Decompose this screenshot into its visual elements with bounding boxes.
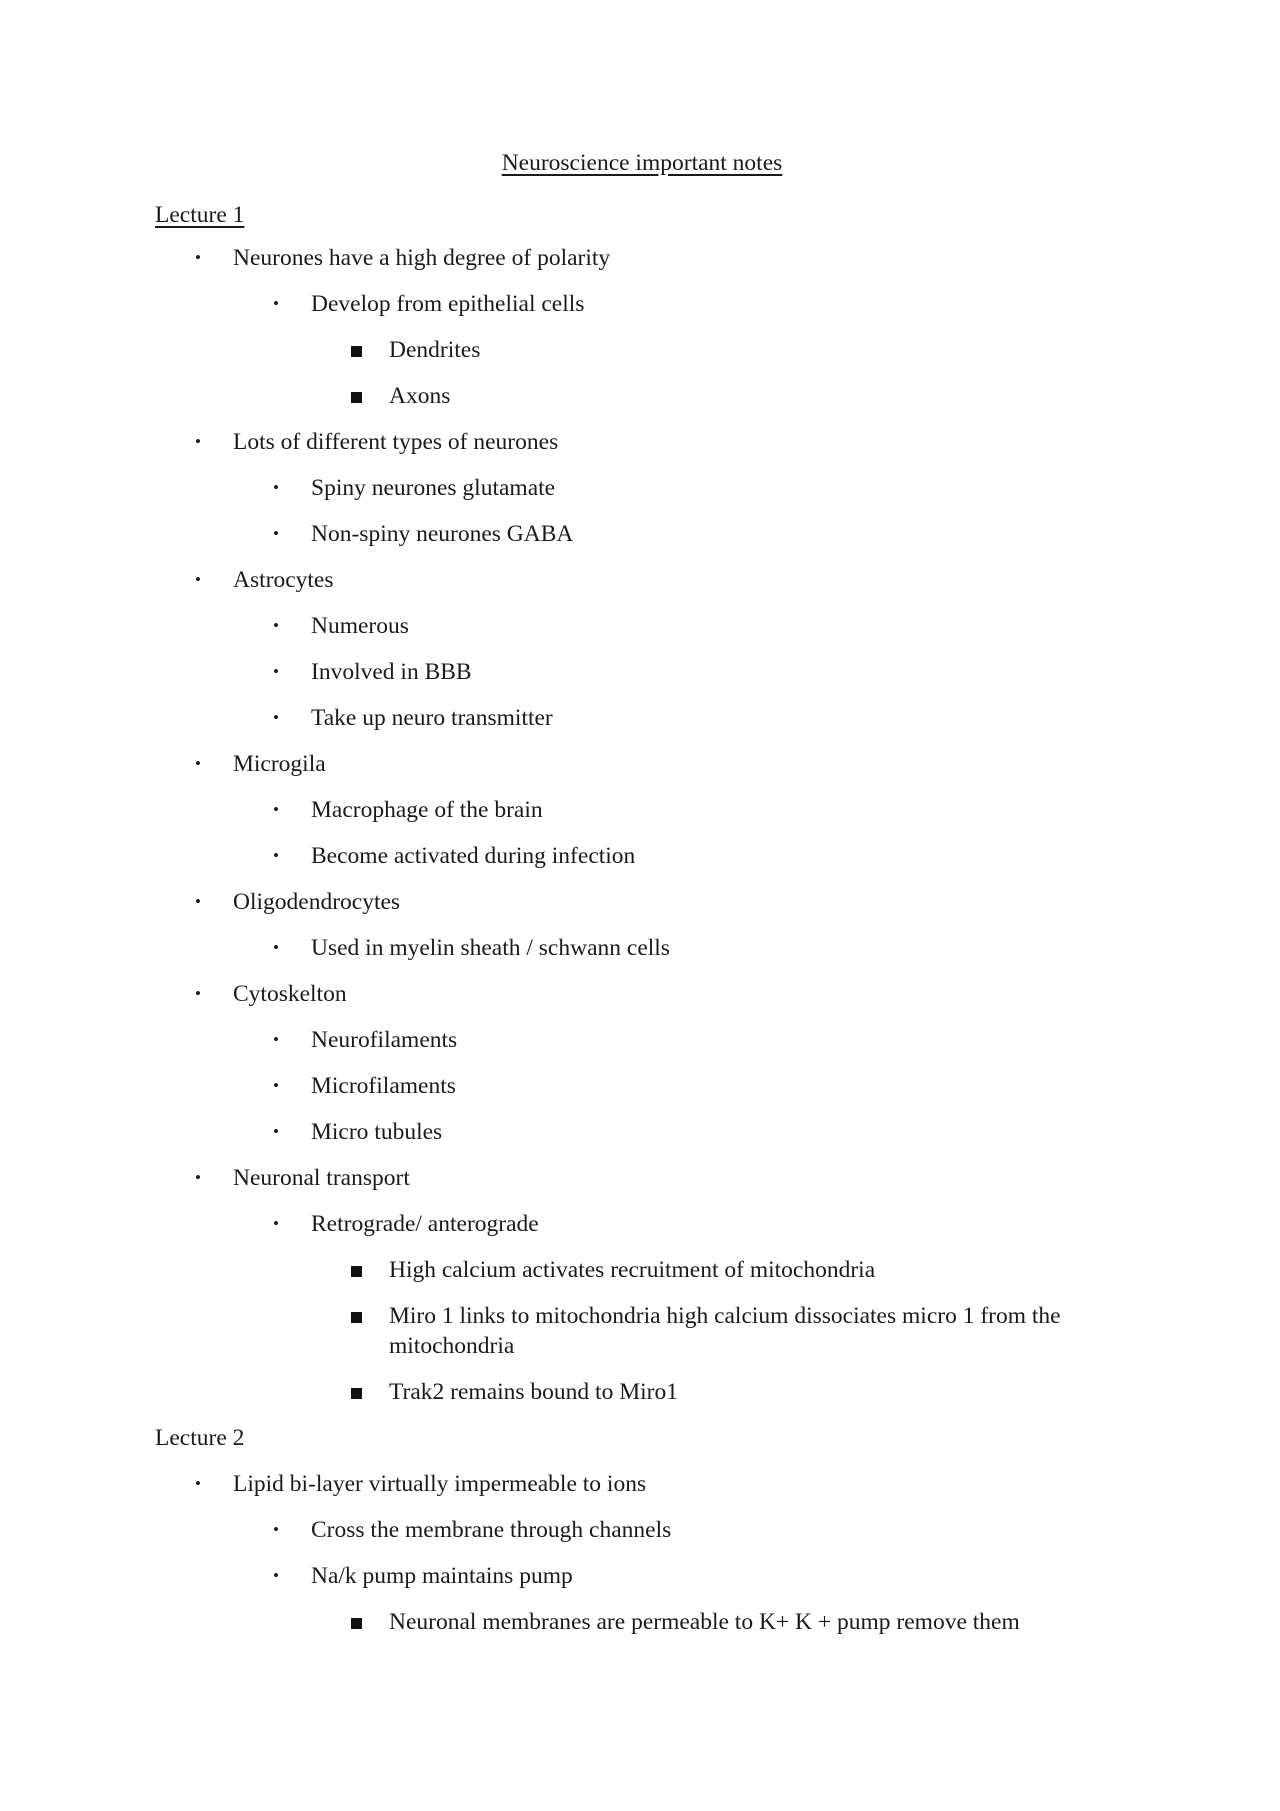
lecture-1-heading: Lecture 1 [155,202,245,228]
list-item: Neuronal membranes are permeable to K+ K + pump remove them [389,1607,1020,1637]
bullet-icon: • [273,1076,279,1095]
bullet-icon: • [195,984,201,1003]
square-bullet-icon [351,1388,362,1399]
bullet-icon: • [195,1168,201,1187]
list-item: • Neurones have a high degree of polarity [195,245,611,271]
bullet-icon: • [195,892,201,911]
square-bullet-icon [351,346,362,357]
list-item: • Microfilaments [273,1073,456,1099]
list-item: • Cytoskelton [195,981,347,1007]
lecture-2-heading: Lecture 2 [155,1425,245,1451]
square-bullet-icon [351,1312,362,1323]
list-item: • Retrograde/ anterograde [273,1211,539,1237]
bullet-icon: • [273,1520,279,1539]
list-item: • Lots of different types of neurones [195,429,559,455]
bullet-icon: • [273,846,279,865]
list-item: • Develop from epithelial cells [273,291,585,317]
list-item: • Cross the membrane through channels [273,1517,672,1543]
bullet-icon: • [273,1566,279,1585]
bullet-icon: • [273,524,279,543]
list-item: High calcium activates recruitment of mitochondria [389,1255,875,1285]
list-item: • Non-spiny neurones GABA [273,521,574,547]
square-bullet-icon [351,392,362,403]
bullet-icon: • [195,432,201,451]
bullet-icon: • [273,1030,279,1049]
bullet-icon: • [195,570,201,589]
list-item: • Numerous [273,613,409,639]
list-item: • Become activated during infection [273,843,636,869]
bullet-icon: • [273,800,279,819]
list-item: • Spiny neurones glutamate [273,475,556,501]
bullet-icon: • [273,1122,279,1141]
bullet-icon: • [273,478,279,497]
bullet-icon: • [273,1214,279,1233]
bullet-icon: • [273,616,279,635]
list-item: • Involved in BBB [273,659,472,685]
list-item: • Astrocytes [195,567,334,593]
bullet-icon: • [273,294,279,313]
bullet-icon: • [195,754,201,773]
list-item: • Used in myelin sheath / schwann cells [273,935,670,961]
square-bullet-icon [351,1266,362,1277]
list-item: • Na/k pump maintains pump [273,1563,573,1589]
list-item: • Neurofilaments [273,1027,458,1053]
square-bullet-icon [351,1618,362,1629]
list-item: • Neuronal transport [195,1165,410,1191]
list-item: • Lipid bi-layer virtually impermeable to ions [195,1471,647,1497]
list-item: • Take up neuro transmitter [273,705,553,731]
list-item: Miro 1 links to mitochondria high calcium dissociates micro 1 from the mitochondria [389,1301,1109,1361]
bullet-icon: • [195,248,201,267]
list-item: • Macrophage of the brain [273,797,543,823]
list-item: • Microgila [195,751,326,777]
list-item: Trak2 remains bound to Miro1 [389,1377,678,1407]
bullet-icon: • [273,938,279,957]
list-item: Dendrites [389,335,480,365]
bullet-icon: • [273,708,279,727]
list-item: • Micro tubules [273,1119,443,1145]
bullet-icon: • [273,662,279,681]
page-title: Neuroscience important notes [501,150,783,176]
bullet-icon: • [195,1474,201,1493]
list-item: • Oligodendrocytes [195,889,401,915]
list-item: Axons [389,381,450,411]
